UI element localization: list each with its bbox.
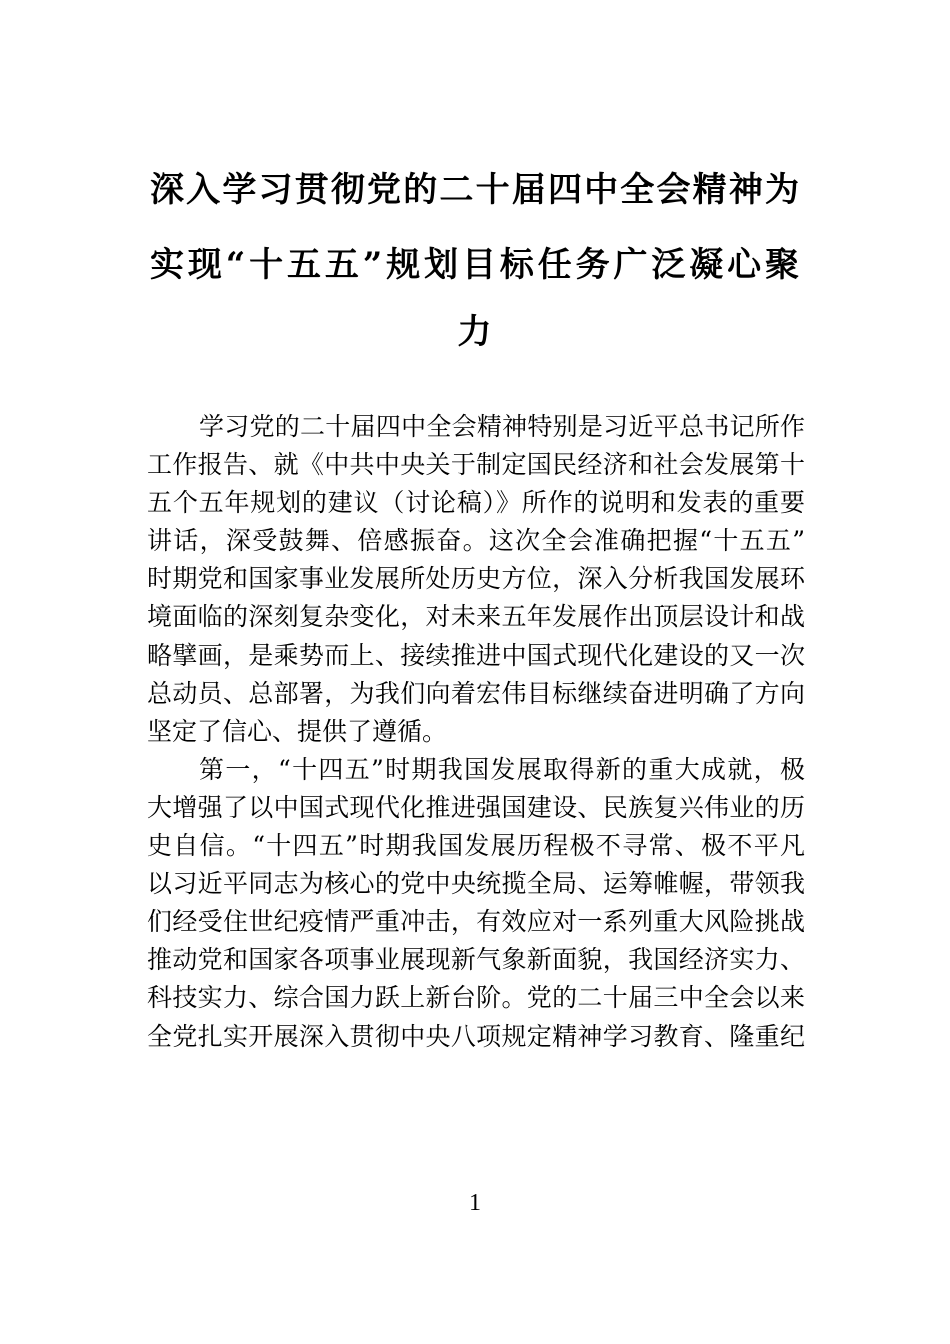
text-line: 讲话，深受鼓舞、倍感振奋。这次全会准确把握“十五五” <box>147 526 805 556</box>
text-line: 全党扎实开展深入贯彻中央八项规定精神学习教育、隆重纪 <box>147 1021 805 1051</box>
text-line: 工作报告、就《中共中央关于制定国民经济和社会发展第十 <box>147 450 805 480</box>
text-line: 第一，“十四五”时期我国发展取得新的重大成就，极 <box>199 754 805 784</box>
text-line: 科技实力、综合国力跃上新台阶。党的二十届三中全会以来 <box>147 983 805 1013</box>
text-line: 大增强了以中国式现代化推进强国建设、民族复兴伟业的历 <box>147 792 805 822</box>
title-line: 深入学习贯彻党的二十届四中全会精神为 <box>150 170 800 210</box>
text-line: 坚定了信心、提供了遵循。 <box>147 716 448 746</box>
text-line: 时期党和国家事业发展所处历史方位，深入分析我国发展环 <box>147 564 805 594</box>
text-line: 总动员、总部署，为我们向着宏伟目标继续奋进明确了方向 <box>147 678 805 708</box>
text-line: 推动党和国家各项事业展现新气象新面貌，我国经济实力、 <box>147 945 805 975</box>
text-line: 们经受住世纪疫情严重冲击，有效应对一系列重大风险挑战 <box>147 907 805 937</box>
text-line: 境面临的深刻复杂变化，对未来五年发展作出顶层设计和战 <box>147 602 805 632</box>
paragraph-1 <box>147 408 805 751</box>
text-line: 五个五年规划的建议（讨论稿）》所作的说明和发表的重要 <box>147 488 805 518</box>
title-line: 实现“十五五”规划目标任务广泛凝心聚 <box>150 245 800 285</box>
page-number: 1 <box>469 1190 481 1216</box>
text-line: 略擘画，是乘势而上、接续推进中国式现代化建设的又一次 <box>147 640 805 670</box>
paragraph-2 <box>147 751 805 1056</box>
document-body <box>147 408 805 1056</box>
text-line: 学习党的二十届四中全会精神特别是习近平总书记所作 <box>199 412 805 441</box>
text-line: 以习近平同志为核心的党中央统揽全局、运筹帷幄，带领我 <box>147 869 805 899</box>
text-line: 史自信。“十四五”时期我国发展历程极不寻常、极不平凡 <box>147 831 805 861</box>
title-line: 力 <box>457 312 493 352</box>
